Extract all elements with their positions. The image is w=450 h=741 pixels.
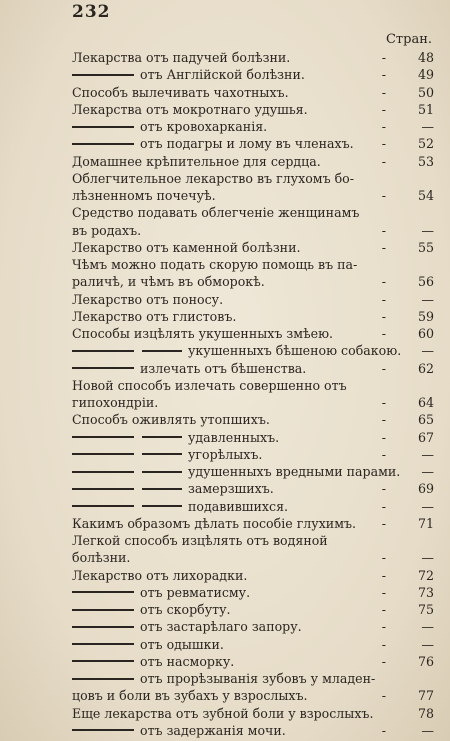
leader-mark: - <box>381 291 386 307</box>
toc-entry <box>72 446 434 463</box>
toc-entry-title: лѣзненномъ почечуѣ. <box>72 188 216 203</box>
toc-entry <box>72 532 434 549</box>
toc-page-number: — <box>421 222 434 238</box>
ditto-rule <box>72 591 134 593</box>
leader-mark: - <box>381 188 386 203</box>
leader-mark: - <box>381 136 386 152</box>
toc-page-number: 76 <box>417 653 434 669</box>
toc-page-number: — <box>421 550 434 566</box>
toc-entry <box>72 273 434 290</box>
leader-mark: - <box>381 550 386 566</box>
ditto-rule <box>142 488 182 490</box>
toc-page-number: — <box>421 291 434 307</box>
toc-page-number: — <box>421 722 434 738</box>
toc-page-number: 64 <box>417 395 434 410</box>
toc-page-number: 78 <box>417 705 434 721</box>
toc-entry-title: отъ Англійской болѣзни. <box>140 67 305 83</box>
leader-mark: - <box>381 395 386 410</box>
toc-entry-title: цовъ и боли въ зубахъ у взрослыхъ. <box>72 688 308 704</box>
ditto-rule <box>142 350 182 352</box>
toc-entry-title: отъ застарѣлаго запору. <box>140 619 302 635</box>
leader-mark: - <box>381 636 386 652</box>
toc-entry-title: укушенныхъ бѣшеною собакою. <box>188 343 402 359</box>
ditto-rule <box>72 453 134 455</box>
toc-page-number: 51 <box>417 101 434 117</box>
leader-mark: - <box>381 481 386 497</box>
ditto-rule <box>72 660 134 662</box>
toc-entry-title: отъ насморку. <box>140 653 235 669</box>
toc-entry-title: отъ одышки. <box>140 636 224 652</box>
toc-entry <box>72 636 434 653</box>
toc-entry-title: отъ прорѣзыванія зубовъ у младен- <box>140 671 376 686</box>
toc-entry <box>72 170 434 187</box>
table-of-contents <box>72 49 434 739</box>
toc-entry <box>72 722 434 739</box>
leader-mark: - <box>381 602 386 617</box>
toc-entry <box>72 429 434 446</box>
toc-entry <box>72 687 434 704</box>
pages-column-header: Стран. <box>385 32 432 47</box>
toc-page-number: 55 <box>417 239 434 255</box>
leader-mark: - <box>381 326 386 341</box>
toc-entry-title: отъ кровохарканія. <box>140 119 268 134</box>
toc-entry-title: Облегчительное лекарство въ глухомъ бо- <box>72 170 355 186</box>
toc-entry-title: Лекарства отъ мокротнаго удушья. <box>72 101 308 117</box>
toc-page-number: 65 <box>417 412 434 428</box>
ditto-rule <box>142 436 182 438</box>
leader-mark: - <box>381 308 386 324</box>
toc-entry <box>72 360 434 377</box>
leader-mark: - <box>381 584 386 600</box>
ditto-rule <box>72 436 134 438</box>
toc-page-number: 59 <box>417 308 434 324</box>
ditto-rule <box>72 678 134 680</box>
ditto-rule <box>72 74 134 76</box>
toc-page-number: 49 <box>417 67 434 83</box>
ditto-rule <box>72 626 134 628</box>
toc-entry-title: Еще лекарства отъ зубной боли у взрослыхъ. <box>72 705 374 721</box>
toc-entry-title: Лекарство отъ каменной болѣзни. <box>72 239 301 255</box>
toc-page-number: 62 <box>417 360 434 376</box>
toc-entry-title: Лекарство отъ поносу. <box>72 291 224 307</box>
ditto-rule <box>72 729 134 731</box>
toc-entry-title: Легкой способъ изцѣлять отъ водяной <box>72 533 328 548</box>
toc-entry-title: Способъ оживлять утопшихъ. <box>72 412 270 428</box>
ditto-rule <box>72 471 134 473</box>
toc-entry-title: Средство подавать облегченіе женщинамъ <box>72 205 360 221</box>
toc-entry-title: гипохондріи. <box>72 395 159 410</box>
toc-page-number: 50 <box>417 84 434 100</box>
toc-page-number: 72 <box>417 567 434 583</box>
toc-entry <box>72 222 434 239</box>
toc-entry-title: угорѣлыхъ. <box>188 446 263 462</box>
toc-page-number: 52 <box>417 136 434 152</box>
toc-page-number: 56 <box>417 274 434 290</box>
toc-entry <box>72 256 434 273</box>
toc-entry-title: отъ ревматисму. <box>140 584 251 600</box>
leader-mark: - <box>381 688 386 704</box>
toc-page-number: — <box>421 119 434 134</box>
toc-entry-title: Какимъ образомъ дѣлать пособіе глухимъ. <box>72 515 357 531</box>
toc-entry <box>72 135 434 152</box>
leader-mark: - <box>381 722 386 738</box>
ditto-rule <box>72 350 134 352</box>
toc-entry-title: въ родахъ. <box>72 222 142 238</box>
toc-entry <box>72 584 434 601</box>
toc-entry <box>72 515 434 532</box>
toc-page-number: — <box>421 446 434 462</box>
toc-entry <box>72 549 434 566</box>
toc-page-number: 54 <box>417 188 434 203</box>
toc-entry <box>72 342 434 359</box>
toc-entry <box>72 670 434 687</box>
toc-page-number: 77 <box>417 688 434 704</box>
toc-entry-title: Способы изцѣлять укушенныхъ змѣею. <box>72 326 334 341</box>
leader-mark: - <box>381 515 386 531</box>
toc-page-number: 60 <box>417 326 434 341</box>
toc-entry-title: Лекарство отъ лихорадки. <box>72 567 248 583</box>
toc-entry <box>72 705 434 722</box>
toc-entry-title: излечать отъ бѣшенства. <box>140 360 307 376</box>
toc-entry <box>72 325 434 342</box>
leader-mark: - <box>381 84 386 100</box>
toc-entry-title: Чѣмъ можно подать скорую помощь въ па- <box>72 257 358 272</box>
toc-entry <box>72 463 434 480</box>
toc-entry-title: отъ задержанія мочи. <box>140 722 286 738</box>
toc-entry <box>72 291 434 308</box>
ditto-rule <box>72 609 134 611</box>
toc-entry-title: подавившихся. <box>188 498 289 514</box>
leader-mark: - <box>381 498 386 514</box>
leader-mark: - <box>381 239 386 255</box>
toc-entry <box>72 394 434 411</box>
toc-entry-title: удавленныхъ. <box>188 429 280 445</box>
toc-entry <box>72 377 434 394</box>
leader-mark: - <box>381 222 386 238</box>
toc-entry <box>72 49 434 66</box>
toc-page-number: 75 <box>417 602 434 617</box>
toc-entry-title: болѣзни. <box>72 550 131 566</box>
toc-entry <box>72 239 434 256</box>
ditto-rule <box>72 488 134 490</box>
page-number: 232 <box>72 2 111 22</box>
toc-entry <box>72 567 434 584</box>
toc-page-number: — <box>421 498 434 514</box>
leader-mark: - <box>381 119 386 134</box>
toc-entry-title: Способъ вылечивать чахотныхъ. <box>72 84 289 100</box>
toc-entry-title: раличѣ, и чѣмъ въ обморокѣ. <box>72 274 265 290</box>
toc-page-number: — <box>421 464 434 479</box>
ditto-rule <box>72 367 134 369</box>
toc-page-number: 71 <box>417 515 434 531</box>
leader-mark: - <box>381 567 386 583</box>
ditto-rule <box>142 471 182 473</box>
toc-page-number: 69 <box>417 481 434 497</box>
toc-entry <box>72 480 434 497</box>
toc-page-number: 67 <box>417 429 434 445</box>
toc-entry <box>72 101 434 118</box>
toc-entry-title: Новой способъ излечать совершенно отъ <box>72 377 347 393</box>
leader-mark: - <box>381 619 386 635</box>
toc-entry <box>72 498 434 515</box>
toc-entry <box>72 153 434 170</box>
toc-entry <box>72 411 434 428</box>
leader-mark: - <box>381 101 386 117</box>
toc-entry <box>72 84 434 101</box>
ditto-rule <box>72 643 134 645</box>
toc-entry <box>72 601 434 618</box>
toc-page-number: 53 <box>417 153 434 169</box>
leader-mark: - <box>381 67 386 83</box>
leader-mark: - <box>381 153 386 169</box>
ditto-rule <box>72 505 134 507</box>
ditto-rule <box>142 505 182 507</box>
toc-entry <box>72 618 434 635</box>
leader-mark: - <box>381 360 386 376</box>
leader-mark: - <box>381 50 386 65</box>
ditto-rule <box>72 126 134 128</box>
toc-entry <box>72 653 434 670</box>
toc-entry <box>72 66 434 83</box>
toc-entry-title: Домашнее крѣпительное для сердца. <box>72 153 321 169</box>
toc-entry <box>72 204 434 221</box>
ditto-rule <box>142 453 182 455</box>
leader-mark: - <box>381 446 386 462</box>
toc-entry <box>72 187 434 204</box>
toc-entry <box>72 308 434 325</box>
toc-entry-title: удушенныхъ вредными парами. <box>188 464 401 479</box>
toc-entry <box>72 118 434 135</box>
leader-mark: - <box>381 412 386 428</box>
leader-mark: - <box>381 429 386 445</box>
toc-page-number: — <box>421 636 434 652</box>
toc-entry-title: замерзшихъ. <box>188 481 274 497</box>
toc-entry-title: отъ скорбуту. <box>140 602 231 617</box>
toc-entry-title: отъ подагры и лому въ членахъ. <box>140 136 354 152</box>
toc-entry-title: Лекарства отъ падучей болѣзни. <box>72 50 291 65</box>
toc-page-number: 73 <box>417 584 434 600</box>
toc-page-number: — <box>421 343 434 359</box>
toc-page-number: — <box>421 619 434 635</box>
toc-entry-title: Лекарство отъ глистовъ. <box>72 308 237 324</box>
leader-mark: - <box>381 274 386 290</box>
leader-mark: - <box>381 653 386 669</box>
toc-page-number: 48 <box>417 50 434 65</box>
ditto-rule <box>72 143 134 145</box>
